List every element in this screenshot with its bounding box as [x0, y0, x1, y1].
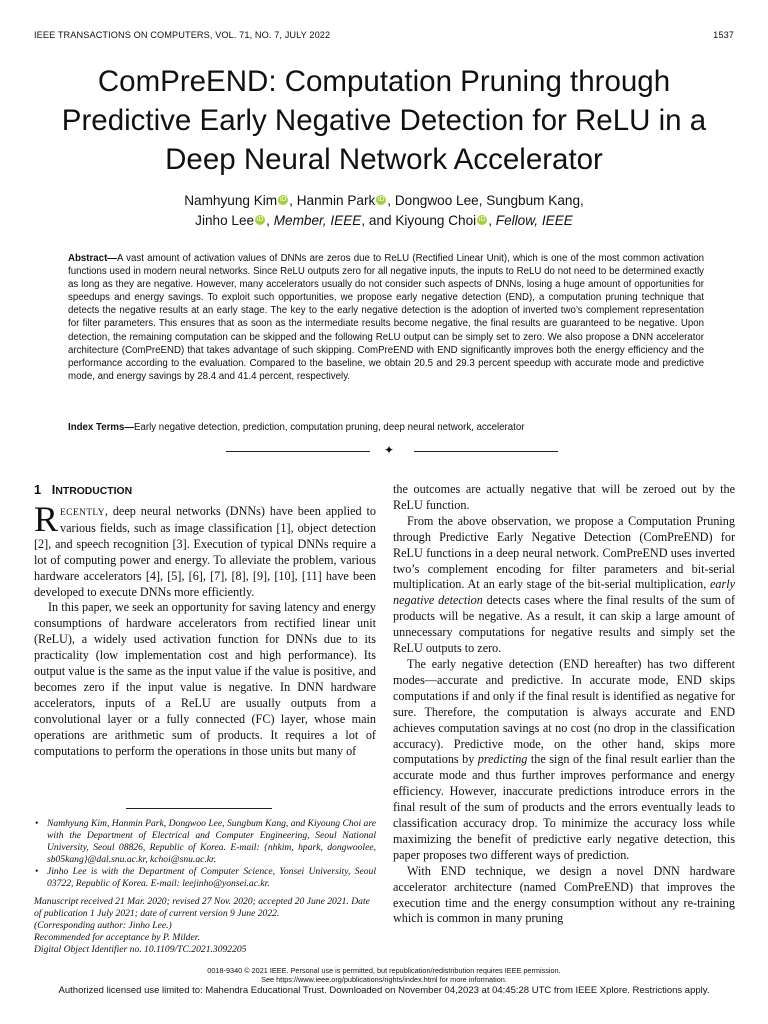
paragraph-text: , deep neural networks (DNNs) have been applied to various fields, such as image classification [1], object detection [2], and speech recognition [3]. Execution of typical DNNs require a lot of computing power and energy. To alleviate the problem, various hardware accelerators [4], [5], [6], [7], [8], [9], [10], [11] have been developed to execute DNNs more efficiently. — [34, 504, 376, 599]
paragraph — [393, 514, 735, 657]
copyright-notice — [0, 966, 768, 984]
page-number: 1537 — [713, 30, 734, 40]
journal-info: IEEE TRANSACTIONS ON COMPUTERS, VOL. 71, NO. 7, JULY 2022 — [34, 30, 331, 40]
orcid-icon[interactable]: iD — [256, 216, 264, 223]
emphasis: predicting — [477, 752, 528, 767]
drop-cap: R — [34, 499, 59, 539]
copyright-link[interactable]: See https://www.ieee.org/publications/rights/index.html for more information. — [261, 975, 507, 984]
abstract-text: A vast amount of activation values of DNNs are zeros due to ReLU (Rectified Linear Unit), which is one of the most common activation functions used in modern neural networks. Since ReLU outputs zero for all negative inputs, the inputs to ReLU do not need to be determined exactly as long as they are negative. However, many accelerators usually do not consider such aspects of DNNs, losing a huge amount of opportunities for speedups and energy savings. To exploit such opportunities, we propose early negative detection (END), a computation pruning technique that detects the negative results at an early stage. The key to the early negative detection is the adoption of inverted two’s complement representation for filter parameters. This ensures that as soon as the intermediate results become negative, the final results are guaranteed to be negative. Upon detection, the remaining computation can be skipped and the following ReLU output can be simply set to zero. We also propose a DNN accelerator architecture (ComPreEND) that takes advantage of such skipping. ComPreEND with END significantly improves both the energy efficiency and the performance according to the evaluation. Compared to the baseline, we obtain 20.5 and 29.3 percent speedup with accurate mode and predictive mode, and energy savings by 28.4 and 41.4 percent, respectively. — [68, 253, 704, 382]
section-separator — [226, 444, 558, 458]
separator-line — [414, 451, 558, 452]
author-role: Member, IEEE — [273, 213, 362, 228]
manuscript-info — [34, 896, 376, 956]
doi: Digital Object Identifier no. 10.1109/TC.2021.3092205 — [34, 944, 247, 955]
section-title-rest: NTRODUCTION — [55, 486, 133, 497]
author-list: Namhyung Kim iD , Hanmin Park iD , Dongwoo Lee, Sungbum Kang, Jinho Lee iD , Member, IEEE, and Kiyoung Choi iD , Fellow, IEEE — [184, 193, 584, 228]
running-head — [34, 30, 734, 40]
left-column — [34, 499, 376, 760]
author-conjunction: , and — [361, 213, 392, 228]
emphasis: early negative detection — [393, 577, 735, 608]
separator-star-icon: ✦ — [384, 443, 395, 457]
recommended-by: Recommended for acceptance by P. Milder. — [34, 932, 200, 943]
index-terms — [68, 421, 704, 434]
paragraph-text: detects cases where the final results of the sum of products will be negative. As a result, it can skip a large amount of unnecessary computations for negative results and simply set the ReLU outputs to zero. — [393, 593, 736, 656]
copyright-line: 0018-9340 © 2021 IEEE. Personal use is permitted, but republication/redistribution requires IEEE permission. — [207, 966, 561, 975]
abstract-label: Abstract— — [68, 253, 117, 264]
paragraph — [34, 499, 376, 600]
footnote-affiliation — [34, 818, 376, 866]
footnotes — [34, 818, 376, 956]
bullet: • — [35, 866, 39, 877]
author-name: Jinho Lee — [195, 213, 255, 228]
paper-title: ComPreEND: Computation Pruning through Predictive Early Negative Detection for ReLU in a Deep Neural Network Accelerator — [61, 65, 707, 176]
section-heading — [34, 482, 132, 497]
manuscript-dates: Manuscript received 21 Mar. 2020; revised 27 Nov. 2020; accepted 20 June 2021. Date of publication 1 July 2021; date of current version 9 June 2022. — [34, 896, 370, 919]
paragraph-text: the sign of the final result earlier than the accurate mode and thus further improves performance and energy efficiency. However, inaccurate predictions introduce errors in the final result of the sum of products and the errors eventually leads to classification accuracy drop. To minimize the accuracy loss while maximizing the benefit of predictive early negative detection, this paper proposes two different ways of prediction. — [393, 752, 736, 862]
author-name: Namhyung Kim — [184, 193, 278, 208]
paragraph: the outcomes are actually negative that will be zeroed out by the ReLU function. — [393, 482, 735, 512]
orcid-icon[interactable]: iD — [279, 196, 287, 203]
author-name: Hanmin Park — [296, 193, 376, 208]
drop-cap-rest: ECENTLY — [60, 507, 105, 518]
download-notice: Authorized licensed use limited to: Mahendra Educational Trust. Downloaded on November 04,2023 at 04:45:28 UTC from IEEE Xplore. Restrictions apply. — [58, 985, 710, 996]
bullet: • — [35, 818, 39, 829]
paragraph-text: The early negative detection (END hereafter) has two different modes—accurate and predictive. In accurate mode, END skips computations if and only if the final result is identified as negative for sure. Therefore, the computation is always accurate and END achieves computation savings at no cost (no drop in the classification accuracy). Predictive mode, on the other hand, skips more computations by — [393, 656, 735, 767]
abstract — [68, 252, 704, 383]
separator-line — [226, 451, 370, 452]
paragraph: In this paper, we seek an opportunity for saving latency and energy consumptions of hardware accelerators from rectified linear unit (ReLU), a widely used activation function for DNNs due to its practicality (low implementation cost and high performance). Its output value is the same as the input value if the value is positive, and becomes zero if the input value is negative. In DNN hardware accelerators, inputs of a ReLU are usually outputs from a convolutional layer or a fully connected (FC) layer, whose main operations are arithmetic sum of products. It requires a lot of computations to perform the operations in those units but many of — [34, 600, 376, 758]
author-names: Dongwoo Lee, Sungbum Kang, — [394, 193, 584, 208]
paragraph — [393, 657, 735, 864]
index-terms-label: Index Terms— — [68, 422, 135, 433]
footnote-rule — [126, 808, 272, 809]
footnote-text: Jinho Lee is with the Department of Computer Science, Yonsei University, Seoul 03722, Republic of Korea. E-mail: leejinho@yonsei.ac.kr. — [47, 866, 376, 889]
orcid-icon[interactable]: iD — [377, 196, 385, 203]
right-column — [393, 482, 735, 927]
section-number: 1 — [34, 482, 42, 497]
paragraph-text: From the above observation, we propose a Computation Pruning through Predictive Early Negative Detection (ComPreEND) for ReLU functions in a deep neural network. ComPreEND uses inverted two’s complement encoding for filter parameters and bit-serial multiplication. At an early stage of the bit-serial multiplication, — [393, 513, 735, 592]
author-role: Fellow, IEEE — [495, 213, 573, 228]
corresponding-author: (Corresponding author: Jinho Lee.) — [34, 920, 172, 931]
footnote-text: Namhyung Kim, Hanmin Park, Dongwoo Lee, Sungbum Kang, and Kiyoung Choi are with the Department of Electrical and Computer Engineering, Seoul National University, Seoul 08826, Republic of Korea. E-mail: {nhkim, hpark, dongwoolee, sb05kang}@dal.snu.ac.kr, kchoi@snu.ac.kr. — [47, 818, 376, 865]
paragraph: With END technique, we design a novel DNN hardware accelerator architecture (named ComPreEND) that improves the execution time and the energy consumption without any re-training which is common in many pruning — [393, 863, 735, 926]
section-title-initial: I — [51, 482, 56, 497]
index-terms-text: Early negative detection, prediction, computation pruning, deep neural network, accelerator — [134, 422, 525, 433]
orcid-icon[interactable]: iD — [478, 216, 486, 223]
author-name: Kiyoung Choi — [395, 213, 477, 228]
footnote-affiliation — [34, 866, 376, 890]
